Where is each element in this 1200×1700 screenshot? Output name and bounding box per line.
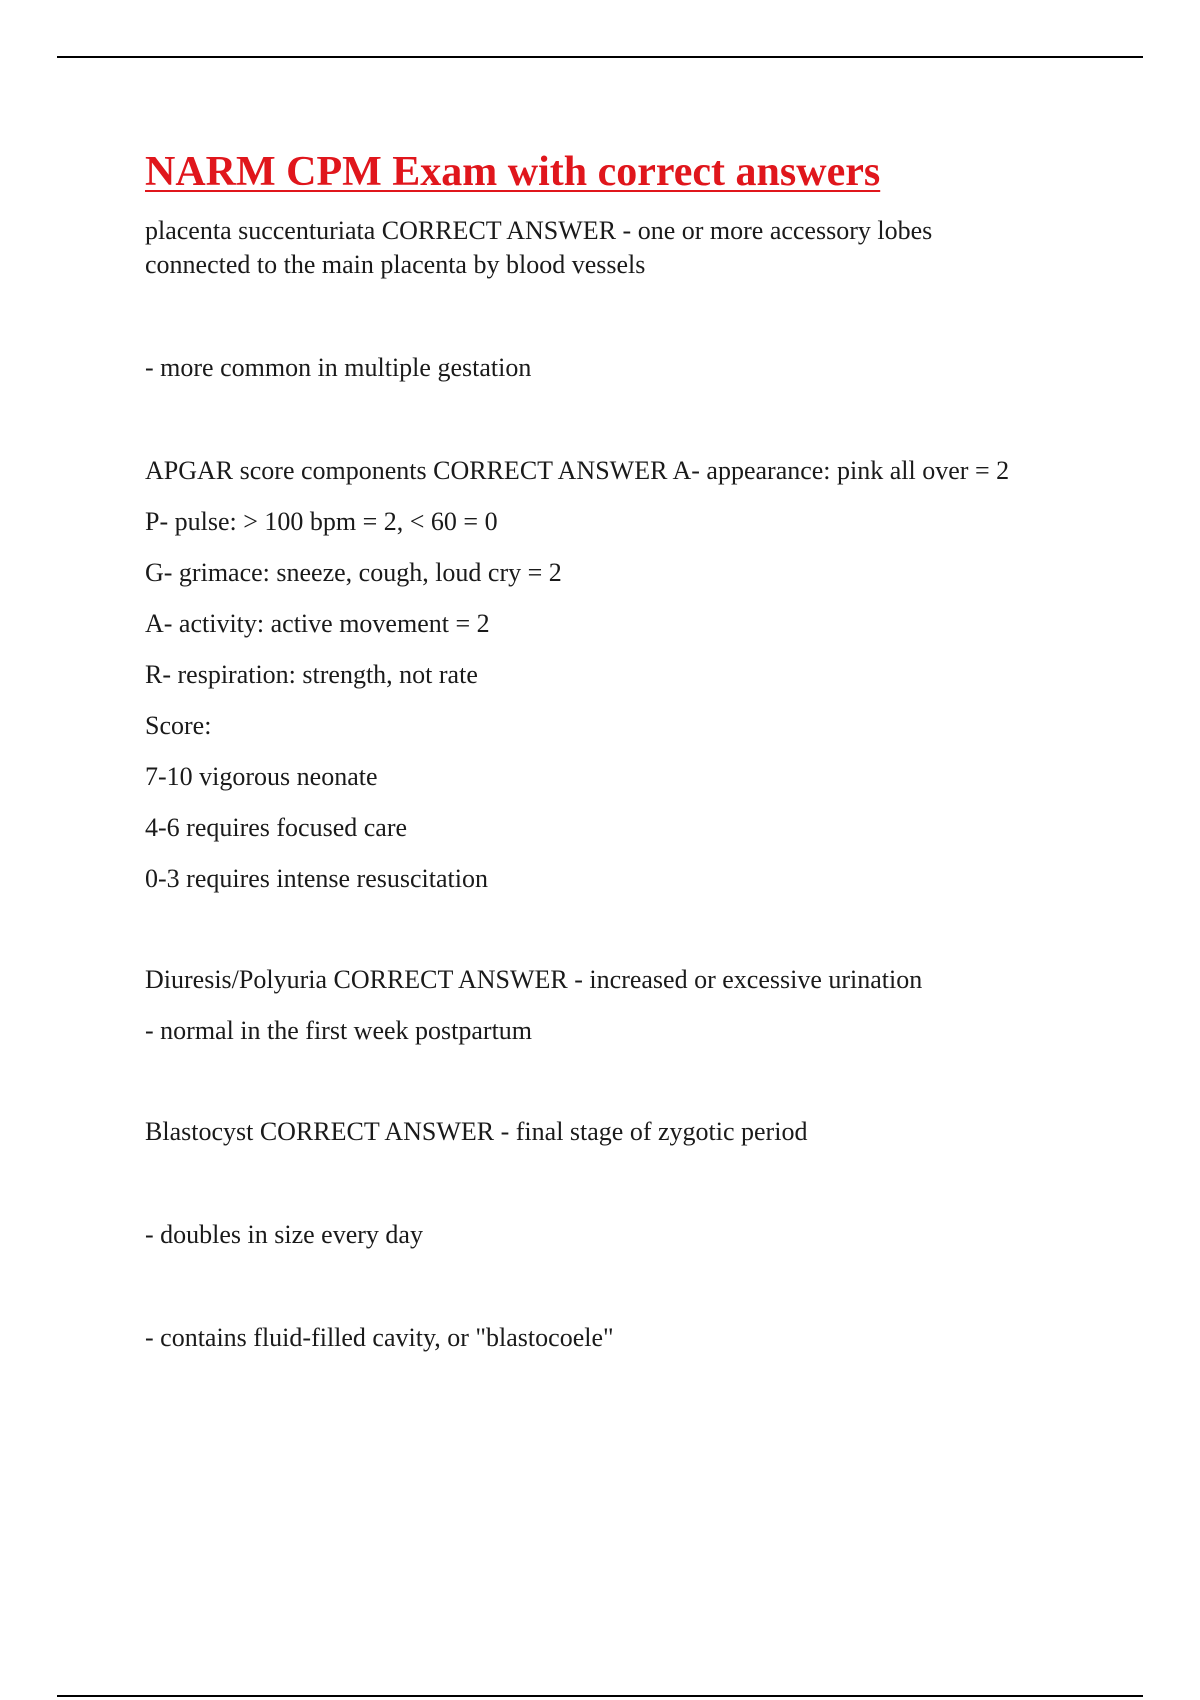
entry-text-line: Score: bbox=[145, 711, 212, 740]
entry-text-line: Diuresis/Polyuria CORRECT ANSWER - increased or excessive urination bbox=[145, 965, 923, 994]
entry-text-line: 4-6 requires focused care bbox=[145, 813, 408, 842]
entry-text-line: A- activity: active movement = 2 bbox=[145, 609, 490, 638]
entry-text-line: R- respiration: strength, not rate bbox=[145, 660, 478, 689]
entry-placenta-succenturiata bbox=[145, 214, 1105, 385]
entry-text-line: P- pulse: > 100 bpm = 2, < 60 = 0 bbox=[145, 507, 498, 536]
header-rule bbox=[57, 56, 1143, 58]
entry-blastocyst bbox=[145, 1115, 1105, 1355]
entry-text-line: connected to the main placenta by blood vessels bbox=[145, 250, 646, 279]
entry-detail-line: - doubles in size every day bbox=[145, 1220, 423, 1249]
entry-apgar-score bbox=[145, 454, 1105, 896]
entry-text-line: 0-3 requires intense resuscitation bbox=[145, 864, 488, 893]
entry-text-line: APGAR score components CORRECT ANSWER A- appearance: pink all over = 2 bbox=[145, 456, 1010, 485]
footer-rule bbox=[57, 1695, 1143, 1697]
entry-text-line: Blastocyst CORRECT ANSWER - final stage of zygotic period bbox=[145, 1117, 808, 1146]
entry-diuresis-polyuria bbox=[145, 963, 1105, 1048]
entry-text-line: placenta succenturiata CORRECT ANSWER - one or more accessory lobes bbox=[145, 216, 933, 245]
entry-detail-line: - more common in multiple gestation bbox=[145, 353, 532, 382]
entry-detail-line: - contains fluid-filled cavity, or "blastocoele" bbox=[145, 1323, 614, 1352]
entry-text-line: G- grimace: sneeze, cough, loud cry = 2 bbox=[145, 558, 562, 587]
document-body bbox=[145, 146, 1105, 1355]
entry-detail-line: - normal in the first week postpartum bbox=[145, 1016, 533, 1045]
entry-text-line: 7-10 vigorous neonate bbox=[145, 762, 378, 791]
document-title: NARM CPM Exam with correct answers bbox=[145, 149, 881, 195]
